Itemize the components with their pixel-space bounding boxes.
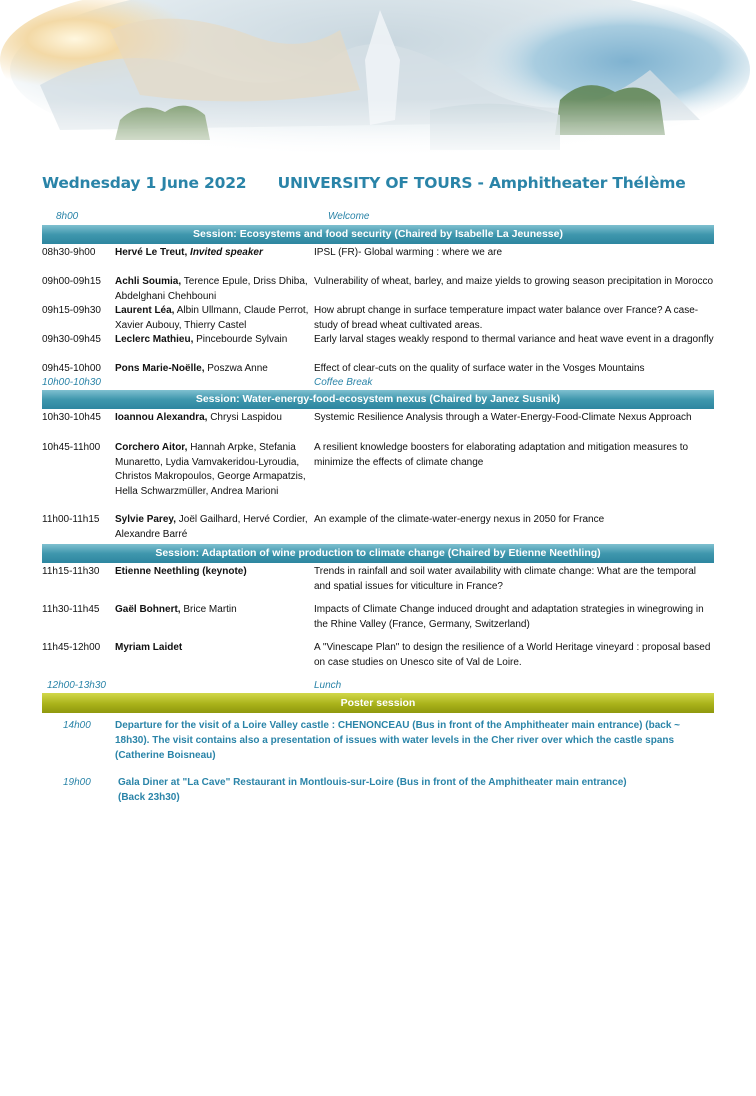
speaker-name: Ioannou Alexandra,	[115, 412, 208, 423]
talk-time: 09h15-09h30	[42, 305, 101, 316]
talk-time: 11h15-11h30	[42, 566, 100, 577]
speaker-name: Pons Marie-Noëlle,	[115, 363, 205, 374]
agenda-table	[42, 210, 714, 714]
talk-title: Effect of clear-cuts on the quality of surface water in the Vosges Mountains	[314, 363, 645, 374]
talk-row	[42, 513, 714, 543]
speaker-name: Gaël Bohnert,	[115, 604, 181, 615]
break-label: Lunch	[314, 680, 342, 691]
speaker-coauthors: Brice Martin	[183, 604, 237, 615]
speaker-name: Hervé Le Treut,	[115, 247, 188, 258]
talk-title: Systemic Resilience Analysis through a Water-Energy-Food-Climate Nexus Approach	[314, 412, 692, 423]
talk-time: 09h45-10h00	[42, 363, 101, 374]
event-date: Wednesday 1 June 2022	[42, 174, 247, 192]
speaker-name: Myriam Laidet	[115, 642, 183, 653]
speaker-role: Invited speaker	[190, 247, 263, 258]
talk-time: 11h00-11h15	[42, 514, 100, 525]
talk-row	[42, 641, 714, 679]
talk-title: Early larval stages weakly respond to thermal variance and heat wave event in a dragonfly	[314, 334, 714, 345]
speaker-name: Achli Soumia,	[115, 276, 182, 287]
talk-speaker	[115, 333, 314, 362]
welcome-time: 8h00	[56, 211, 79, 222]
talk-title: A resilient knowledge boosters for elaborating adaptation and mitigation measures to minimize the effects of climate change	[314, 442, 689, 468]
welcome-row	[42, 210, 714, 224]
break-time: 10h00-10h30	[42, 377, 101, 388]
speaker-coauthors: Terence Epule, Driss Dhiba, Abdelghani Chehbouni	[115, 276, 308, 302]
talk-time: 11h30-11h45	[42, 604, 100, 615]
session-header-wine: Session: Adaptation of wine production to climate change (Chaired by Etienne Neethling)	[42, 544, 714, 563]
speaker-coauthors: Albin Ullmann, Claude Perrot, Xavier Aubouy, Thierry Castel	[115, 305, 309, 331]
talk-title: A "Vinescape Plan" to design the resilience of a World Heritage vineyard : proposal based on case studies on Unesco site of Val de Loire.	[314, 642, 711, 668]
talk-time: 08h30-9h00	[42, 247, 96, 258]
talk-speaker	[115, 641, 314, 679]
speaker-name: Etienne Neethling (keynote)	[115, 566, 247, 577]
talk-title: Trends in rainfall and soil water availability with climate change: What are the temporal and spatial issues for viticulture in France?	[314, 566, 697, 592]
event-venue: UNIVERSITY OF TOURS - Amphitheater Thélème	[277, 174, 686, 192]
speaker-coauthors: Chrysi Laspidou	[210, 412, 282, 423]
talk-title: Vulnerability of wheat, barley, and maize yields to growing season precipitation in Morocco	[314, 276, 714, 287]
talk-speaker	[115, 246, 314, 275]
speaker-coauthors: Joël Gailhard, Hervé Cordier, Alexandre Barré	[115, 514, 308, 540]
talk-title: Impacts of Climate Change induced drought and adaptation strategies in winegrowing in the Rhine Valley (France, Germany, Switzerland)	[314, 604, 704, 630]
excursion-gala-dinner	[42, 775, 714, 805]
talk-time: 10h30-10h45	[42, 412, 101, 423]
break-time: 12h00-13h30	[47, 680, 106, 691]
talk-time: 10h45-11h00	[42, 442, 101, 453]
talk-speaker	[115, 565, 314, 603]
talk-title: An example of the climate-water-energy nexus in 2050 for France	[314, 514, 605, 525]
page-heading	[42, 174, 686, 192]
speaker-name: Laurent Léa,	[115, 305, 175, 316]
talk-time: 11h45-12h00	[42, 642, 101, 653]
talk-speaker	[115, 513, 314, 543]
excursion-chenonceau	[42, 718, 714, 763]
speaker-name: Leclerc Mathieu,	[115, 334, 194, 345]
talk-speaker	[115, 275, 314, 304]
excursion-text: Departure for the visit of a Loire Valley castle : CHENONCEAU (Bus in front of the Amphitheater main entrance) (back ~ 18h30). The visit contains also a presentation of issues with water levels in the Cher river over which the castle spans (Catherine Boisneau)	[115, 720, 681, 761]
speaker-coauthors: Hannah Arpke, Stefania Munaretto, Lydia Vamvakeridou-Lyroudia, Christos Makropoulos, George Armapatzis, Hella Schwarzmüller, Andrea Marioni	[115, 442, 306, 497]
talk-time: 09h00-09h15	[42, 276, 101, 287]
talk-row	[42, 275, 714, 304]
speaker-coauthors: Pincebourde Sylvain	[196, 334, 288, 345]
speaker-name: Corchero Aitor,	[115, 442, 188, 453]
talk-speaker	[115, 411, 314, 441]
break-row-coffee	[42, 376, 714, 389]
talk-row	[42, 304, 714, 333]
talk-title: How abrupt change in surface temperature impact water balance over France? A case-study of bread wheat cultivated areas.	[314, 305, 699, 331]
excursion-time: 14h00	[63, 720, 91, 731]
excursion-time: 19h00	[63, 777, 91, 788]
talk-row	[42, 603, 714, 641]
talk-row	[42, 362, 714, 376]
talk-speaker	[115, 441, 314, 513]
talk-title: IPSL (FR)- Global warming : where we are	[314, 247, 503, 258]
talk-speaker	[115, 603, 314, 641]
session-header-nexus: Session: Water-energy-food-ecosystem nexus (Chaired by Janez Susnik)	[42, 390, 714, 409]
poster-session-bar: Poster session	[42, 693, 714, 713]
speaker-coauthors: Poszwa Anne	[207, 363, 268, 374]
talk-row	[42, 245, 714, 275]
header-banner-image	[0, 0, 756, 165]
talk-row	[42, 441, 714, 513]
session-header-ecosystems: Session: Ecosystems and food security (Chaired by Isabelle La Jeunesse)	[42, 225, 714, 244]
excursion-text: Gala Diner at "La Cave" Restaurant in Montlouis-sur-Loire (Bus in front of the Amphitheater main entrance) (Back 23h30)	[118, 777, 627, 803]
break-row-lunch	[42, 679, 714, 692]
talk-row	[42, 410, 714, 441]
talk-time: 09h30-09h45	[42, 334, 101, 345]
talk-row	[42, 333, 714, 362]
welcome-label: Welcome	[328, 211, 370, 222]
talk-row	[42, 564, 714, 603]
break-label: Coffee Break	[314, 377, 373, 388]
talk-speaker	[115, 304, 314, 333]
speaker-name: Sylvie Parey,	[115, 514, 176, 525]
talk-speaker	[115, 362, 314, 376]
